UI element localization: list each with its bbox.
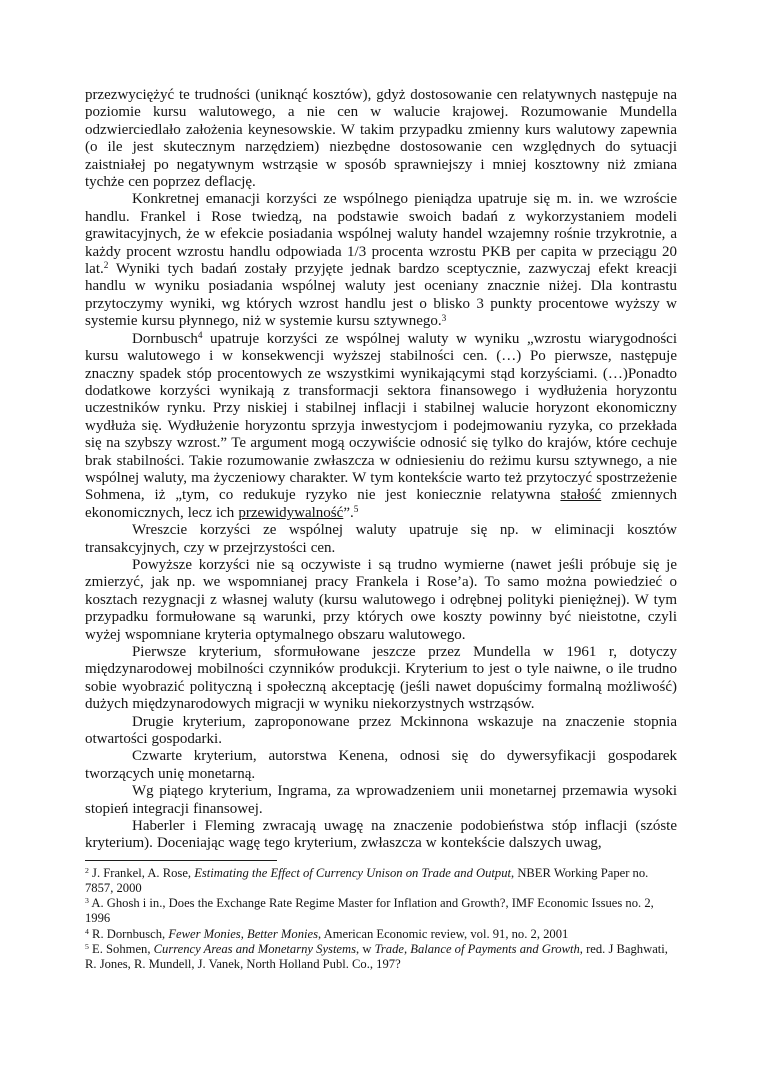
footnote bbox=[85, 896, 677, 926]
footnote-reference: 3 bbox=[441, 313, 447, 324]
paragraph bbox=[85, 818, 677, 853]
text-run: Fewer Monies, Better Monies bbox=[168, 926, 318, 941]
footnote-marker: 2 bbox=[85, 865, 89, 875]
footnote bbox=[85, 927, 677, 942]
paragraph bbox=[85, 748, 677, 783]
footnote-marker: 4 bbox=[85, 926, 89, 936]
text-run: przezwyciężyć te trudności (uniknąć kosztów), gdyż dostosowanie cen relatywnych następuje na poziomie kursu walutowego, a nie cen w walucie krajowej. Rozumowanie Mundella odzwierciedlało założenia keynesowskie. W takim przypadku zmienny kurs walutowy zapewnia (o ile jest skutecznym narzędziem) niezbędne dostosowanie cen względnych do sytuacji zaistniałej po negatywnym wstrząsie w sposób sprawniejszy i mniej kosztowny niż zmiana tychże cen poprzez deflację. bbox=[85, 87, 677, 191]
text-run: Currency Areas and Monetarny Systems bbox=[153, 941, 357, 956]
text-run: Wyniki tych badań zostały przyjęte jednak bardzo sceptycznie, zazwyczaj efekt kreacji handlu w wyniku posiadania wspólnej waluty jest oceniany znacznie niżej. Dla kontrastu przytoczymy wyniki, wg których wzrost handlu jest o blisko 3 punkty procentowe wyższy w systemie kursu płynnego, niż w systemie kursu sztywnego. bbox=[85, 261, 677, 330]
paragraph bbox=[85, 644, 677, 714]
paragraph bbox=[85, 191, 677, 330]
text-run: przewidywalność bbox=[238, 504, 344, 521]
text-run: Wg piątego kryterium, Ingrama, za wprowadzeniem unii monetarnej przemawia wysoki stopień integracji finansowej. bbox=[85, 783, 677, 817]
paragraph bbox=[85, 87, 677, 191]
text-run: , red. J Baghwati, R. Jones, R. Mundell, J. Vanek, North Holland Publ. Co., 197? bbox=[85, 941, 668, 972]
paragraph bbox=[85, 783, 677, 818]
footnotes bbox=[85, 866, 677, 972]
text-run: R. Dornbusch, bbox=[88, 926, 169, 941]
text-run: J. Frankel, A. Rose, bbox=[88, 865, 195, 880]
text-run: ”. bbox=[343, 504, 354, 521]
text-run: Drugie kryterium, zaproponowane przez Mckinnona wskazuje na znaczenie stopnia otwartości gospodarki. bbox=[85, 713, 677, 748]
page-content bbox=[85, 87, 677, 972]
text-run: , NBER Working Paper no. 7857, 2000 bbox=[85, 865, 649, 896]
footnote bbox=[85, 942, 677, 972]
text-run: Estimating the Effect of Currency Unison on Trade and Output bbox=[194, 865, 512, 880]
footnote-reference: 2 bbox=[103, 261, 109, 272]
text-run: , American Economic review, vol. 91, no. 2, 2001 bbox=[318, 926, 569, 941]
text-run: , w bbox=[356, 941, 375, 956]
text-run: Powyższe korzyści nie są oczywiste i są trudno wymierne (nawet jeśli próbuje się je zmierzyć, jak np. we wspomnianej pracy Frankela i Rose’a). To samo można powiedzieć o kosztach rezygnacji z własnej waluty (kursu walutowego i odrębnej polityki pieniężnej). W tym przypadku formułowane są warunki, przy których owe koszty powinny być nieistotne, czyli wyżej wspomniane kryteria optymalnego obszaru walutowego. bbox=[85, 556, 677, 643]
text-run: A. Ghosh i in., Does the Exchange Rate Regime Master for Inflation and Growth?, IMF Economic Issues no. 2, 1996 bbox=[85, 896, 654, 926]
text-run: zmiennych ekonomicznych, lecz ich bbox=[85, 487, 677, 521]
text-run: Wreszcie korzyści ze wspólnej waluty upatruje się np. w eliminacji kosztów transakcyjnych, czy w przejrzystości cen. bbox=[85, 522, 677, 556]
text-run: Trade, Balance of Payments and Growth bbox=[374, 941, 580, 956]
body-text bbox=[85, 87, 677, 853]
text-run: Haberler i Fleming zwracają uwagę na znaczenie podobieństwa stóp inflacji (szóste kryterium). Doceniając wagę tego kryterium, zwłaszcza w kontekście dalszych uwag, bbox=[85, 818, 677, 852]
footnote-marker: 3 bbox=[85, 896, 89, 906]
text-run: Konkretnej emanacji korzyści ze wspólnego pieniądza upatruje się m. in. we wzroście handlu. Frankel i Rose twiedzą, na podstawie swoich badań z wykorzystaniem modeli grawitacyjnych, że w efekcie posiadania wspólnej waluty handel wzajemny rośnie trzykrotnie, a każdy procent wzrostu handlu odpowiada 1/3 procenta wzrostu PKB per capita w przeciągu 20 lat. bbox=[85, 191, 677, 278]
footnote-reference: 4 bbox=[197, 331, 203, 342]
footnote-separator bbox=[85, 860, 277, 861]
text-run: upatruje korzyści ze wspólnej waluty w wyniku „wzrostu wiarygodności kursu walutowego i w konsekwencji wyższej stabilności cen. (…) Po pierwsze, następuje znaczny spadek stóp procentowych ze wszystkimi wynikającymi stąd korzyściami. (…)Ponadto dodatkowe korzyści wynikają z transformacji sektora finansowego i wydłużenia horyzontu uczestników rynku. Przy niskiej i stabilnej inflacji i stabilnej walucie horyzont ekonomiczny wydłuża się. Wydłużenie horyzontu sprzyja inwestycjom i podejmowaniu ryzyka, co przekłada się na szybszy wzrost.” Te argument mogą oczywiście odnosić się tylko do krajów, które cechuje brak stabilności. Takie rozumowanie zwłaszcza w odniesieniu do reżimu kursu sztywnego, a nie wspólnej waluty, ma życzeniowy charakter. W tym kontekście warto też przytoczyć spostrzeżenie Sohmena, iż „tym, co redukuje ryzyko nie jest koniecznie relatywna bbox=[85, 330, 677, 504]
footnote bbox=[85, 866, 677, 896]
text-run: E. Sohmen, bbox=[88, 941, 154, 956]
paragraph bbox=[85, 557, 677, 644]
text-run: Pierwsze kryterium, sformułowane jeszcze przez Mundella w 1961 r, dotyczy międzynarodowej mobilności czynników produkcji. Kryterium to jest o tyle naiwne, o ile trudno sobie wyobrazić polityczną i społeczną akceptację (jeśli nawet dopuścimy formalną możliwość) dużych międzynarodowych migracji w wyniku niekorzystnych wstrząsów. bbox=[85, 644, 677, 713]
text-run: stałość bbox=[560, 487, 602, 504]
text-run: Czwarte kryterium, autorstwa Kenena, odnosi się do dywersyfikacji gospodarek tworzących unię monetarną. bbox=[85, 748, 677, 782]
paragraph bbox=[85, 522, 677, 557]
text-run: Dornbusch bbox=[132, 330, 198, 347]
footnote-marker: 5 bbox=[85, 942, 89, 951]
footnote-reference: 5 bbox=[353, 505, 359, 516]
paragraph bbox=[85, 331, 677, 522]
paragraph bbox=[85, 714, 677, 749]
